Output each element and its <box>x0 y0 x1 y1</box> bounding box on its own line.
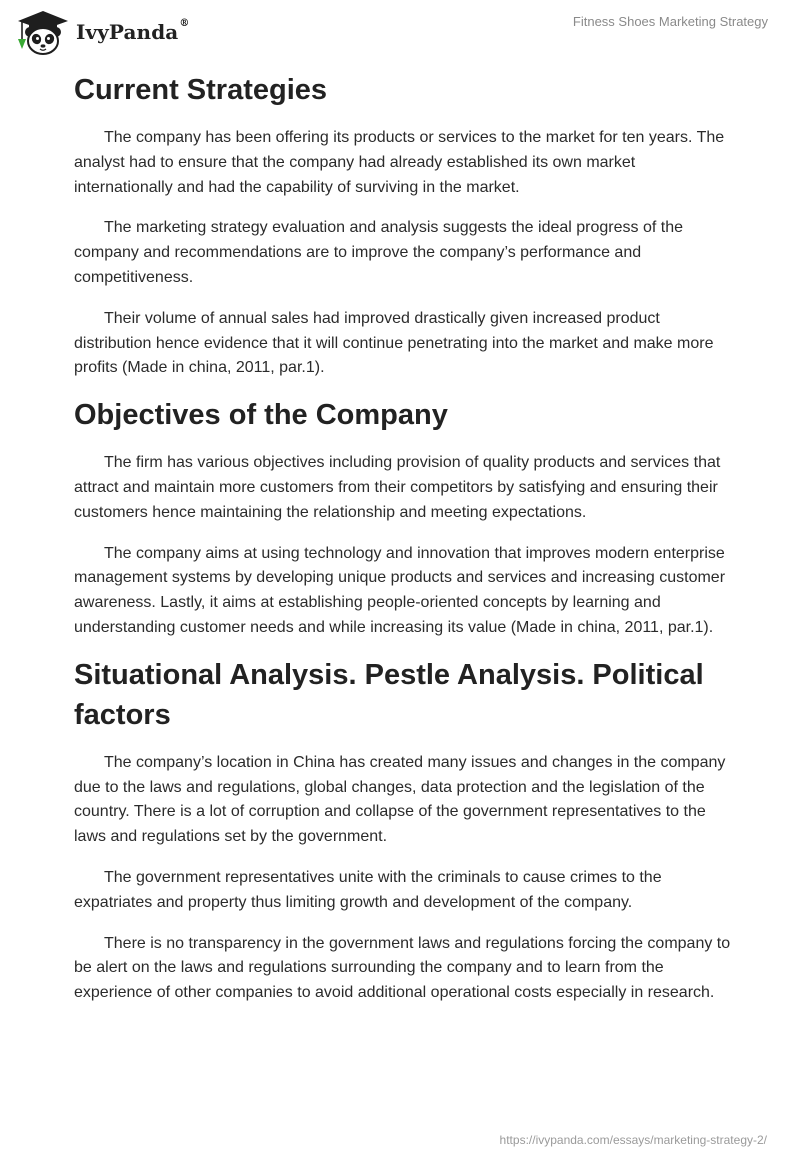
section-objectives <box>74 395 734 641</box>
paragraph: There is no transparency in the government laws and regulations forcing the company to be alert on the laws and regulations surrounding the company and to learn from the experience of other companies to avoid additional operational costs especially in research. <box>74 934 731 1002</box>
paragraph: The company has been offering its products or services to the market for ten years. The analyst had to ensure that the company had already established its own market internationally and had the capability of surviving in the market. <box>74 129 725 196</box>
section-current-strategies <box>74 70 734 381</box>
article-body <box>74 70 734 1006</box>
page-header <box>0 0 800 60</box>
registered-mark: ® <box>179 18 190 29</box>
paragraph: The firm has various objectives including provision of quality products and services that attract and maintain more customers from their competitors by satisfying and ensuring their customers hence maintaining the relationship and meeting expectations. <box>74 454 721 521</box>
panda-graduate-icon <box>14 9 72 57</box>
section-situational-analysis <box>74 655 734 1006</box>
brand-name <box>76 20 189 44</box>
ivypanda-logo[interactable] <box>14 9 189 57</box>
paragraph: The government representatives unite with the criminals to cause crimes to the expatriates and property thus limiting growth and development of the company. <box>74 868 662 911</box>
section-heading: Objectives of the Company <box>74 399 448 432</box>
source-url-link[interactable]: https://ivypanda.com/essays/marketing-strategy-2/ <box>499 1133 767 1147</box>
paragraph: The company’s location in China has created many issues and changes in the company due to the laws and regulations, global changes, data protection and the legislation of the country. There is a lot of corruption and collapse of the government representatives to the laws and regulations set by the government. <box>74 753 726 846</box>
paragraph: Their volume of annual sales had improved drastically given increased product distribution hence evidence that it will continue penetrating into the market and make more profits (Made in china, 2011, par.1). <box>74 309 714 377</box>
brand-text: IvyPanda <box>76 20 179 44</box>
paragraph: The marketing strategy evaluation and analysis suggests the ideal progress of the company and recommendations are to improve the company’s performance and competitiveness. <box>74 219 683 286</box>
section-heading: Current Strategies <box>74 74 328 106</box>
paragraph: The company aims at using technology and innovation that improves modern enterprise management systems by developing unique products and services and increasing customer awareness. Lastly, it aims at establishing people-oriented concepts by learning and understanding customer needs and while increasing its value (Made in china, 2011, par.1). <box>74 544 726 636</box>
section-heading: Situational Analysis. Pestle Analysis. Political factors <box>74 658 704 731</box>
document-title: Fitness Shoes Marketing Strategy <box>572 14 768 29</box>
